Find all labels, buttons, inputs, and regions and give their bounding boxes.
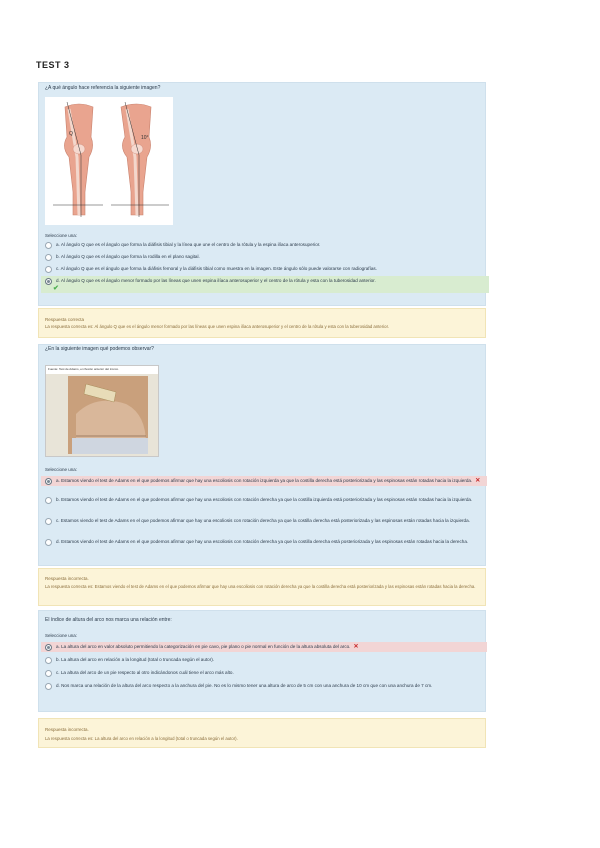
option-text: c. Estamos viendo el test de Adams en el que podemos afirmar que hay una escoliosis con rotación derecha ya que la costilla derecha está posteriorizada y las espinosas están rotadas hacia la izquierda. <box>56 518 470 523</box>
question-3-text: El índice de altura del arco nos marca una relación entre: <box>45 617 172 623</box>
option-text: d. Nos marca una relación de la altura del arco respecto a la anchura del pie. No es lo mismo tener una altura de arco de 5 cm con una anchura de 10 cm que con una anchura de 7 cm. <box>56 683 433 688</box>
q2-option-b[interactable] <box>45 496 479 504</box>
radio-button[interactable] <box>45 497 52 504</box>
question-2-box <box>38 344 486 566</box>
option-text: b. La altura del arco en relación a la longitud (total o truncada según el autor). <box>56 657 215 662</box>
question-1-text: ¿A qué ángulo hace referencia la siguiente imagen? <box>45 85 161 91</box>
option-text: a. La altura del arco en valor absoluto permitiendo la categorización en pie cavo, pie plano o pie normal en función de la altura absoluta del arco. ✕ <box>56 644 359 650</box>
radio-button[interactable] <box>45 518 52 525</box>
option-text: a. Al ángulo Q que es el ángulo que forma la diáfisis tibial y la línea que une el centro de la rótula y la espina ilíaca anterosuperior. <box>56 242 321 247</box>
select-label: Seleccione una: <box>45 633 78 638</box>
radio-button[interactable] <box>45 254 52 261</box>
option-text: b. Estamos viendo el test de Adams en el que podemos afirmar que hay una escoliosis con rotación derecha ya que la costilla izquierda está posteriorizada y las espinosas están rotadas hacia la izquierda. <box>56 497 473 502</box>
feedback-2 <box>38 568 486 606</box>
select-label: Seleccione una: <box>45 233 78 238</box>
image-caption: Fuente: Test de Adams, en flexión anterior del tronco. <box>48 367 119 371</box>
question-2-text: ¿En la siguiente imagen qué podemos observar? <box>45 346 154 352</box>
q3-option-b[interactable] <box>45 656 479 664</box>
q3-option-c[interactable] <box>45 669 479 677</box>
feedback-title: Respuesta incorrecta. <box>45 576 89 581</box>
question-1-box <box>38 82 486 306</box>
wrong-x-icon: ✕ <box>353 644 359 650</box>
option-text: d. Al ángulo Q que es el ángulo menor formado por las líneas que unen espina ilíaca anterosuperior y el centro de la rótula y esta con la tuberosidad anterior. <box>56 278 376 283</box>
page-title: TEST 3 <box>36 60 70 70</box>
q3-option-d[interactable] <box>45 682 479 690</box>
q3-option-a[interactable] <box>41 642 487 652</box>
radio-button-selected[interactable] <box>45 478 52 485</box>
option-text: c. Al ángulo Q que es el ángulo que forma la diáfisis femoral y la diáfisis tibial como muestra en la imagen. Este ángulo sólo puede valorarse con radiografías. <box>56 266 377 271</box>
radio-button[interactable] <box>45 539 52 546</box>
option-text: d. Estamos viendo el test de Adams en el que podemos afirmar que hay una escoliosis con rotación derecha ya que la costilla derecha está posteriorizada y las espinosas están rotadas hacia la derecha. <box>56 539 469 544</box>
q2-option-d[interactable] <box>45 538 479 546</box>
q2-option-c[interactable] <box>45 517 479 525</box>
radio-button-selected[interactable] <box>45 278 52 285</box>
feedback-3 <box>38 718 486 748</box>
feedback-1 <box>38 308 486 338</box>
q1-option-c[interactable] <box>45 265 481 273</box>
q1-option-b[interactable] <box>45 253 475 261</box>
feedback-text: La respuesta correcta es: Al ángulo Q que es el ángulo menor formado por las líneas que unen espina ilíaca anterosuperior y el centro de la rótula y esta con la tuberosidad anterior. <box>45 324 389 329</box>
radio-button[interactable] <box>45 242 52 249</box>
q-angle-image <box>45 97 173 225</box>
adams-test-image <box>45 365 159 457</box>
adams-test-photo <box>46 374 158 456</box>
feedback-title: Respuesta correcta <box>45 317 85 322</box>
check-icon: ✔ <box>53 285 59 292</box>
option-text: b. Al ángulo Q que es el ángulo que forma la rodilla en el plano sagital. <box>56 254 200 259</box>
radio-button[interactable] <box>45 266 52 273</box>
q1-option-d[interactable] <box>41 276 489 293</box>
angle-label-q: Q <box>69 131 73 137</box>
q1-option-a[interactable] <box>45 241 475 249</box>
feedback-text: La respuesta correcta es: Estamos viendo el test de Adams en el que podemos afirmar que hay una escoliosis con rotación derecha ya que la costilla derecha está posteriorizada y las espinosas están rotadas hacia la derecha. <box>45 584 476 589</box>
q2-option-a[interactable] <box>41 476 487 486</box>
radio-button[interactable] <box>45 657 52 664</box>
radio-button[interactable] <box>45 670 52 677</box>
option-text: c. La altura del arco de un pie respecto al otro indicándonos cuál tiene el arco más alto. <box>56 670 234 675</box>
leg-illustration <box>45 97 173 225</box>
radio-button[interactable] <box>45 683 52 690</box>
feedback-text: La respuesta correcta es: La altura del arco en relación a la longitud (total o truncada según el autor). <box>45 736 238 741</box>
question-3-box <box>38 610 486 712</box>
radio-button-selected[interactable] <box>45 644 52 651</box>
wrong-x-icon: ✕ <box>475 478 481 484</box>
option-text: a. Estamos viendo el test de Adams en el que podemos afirmar que hay una escoliosis con rotación izquierda ya que la costilla derecha está posteriorizada y las espinosas están rotadas hacia la izquierda. ✕ <box>56 478 481 484</box>
feedback-title: Respuesta incorrecta. <box>45 727 89 732</box>
angle-label-degrees: 10° <box>141 135 149 141</box>
select-label: Seleccione una: <box>45 467 78 472</box>
